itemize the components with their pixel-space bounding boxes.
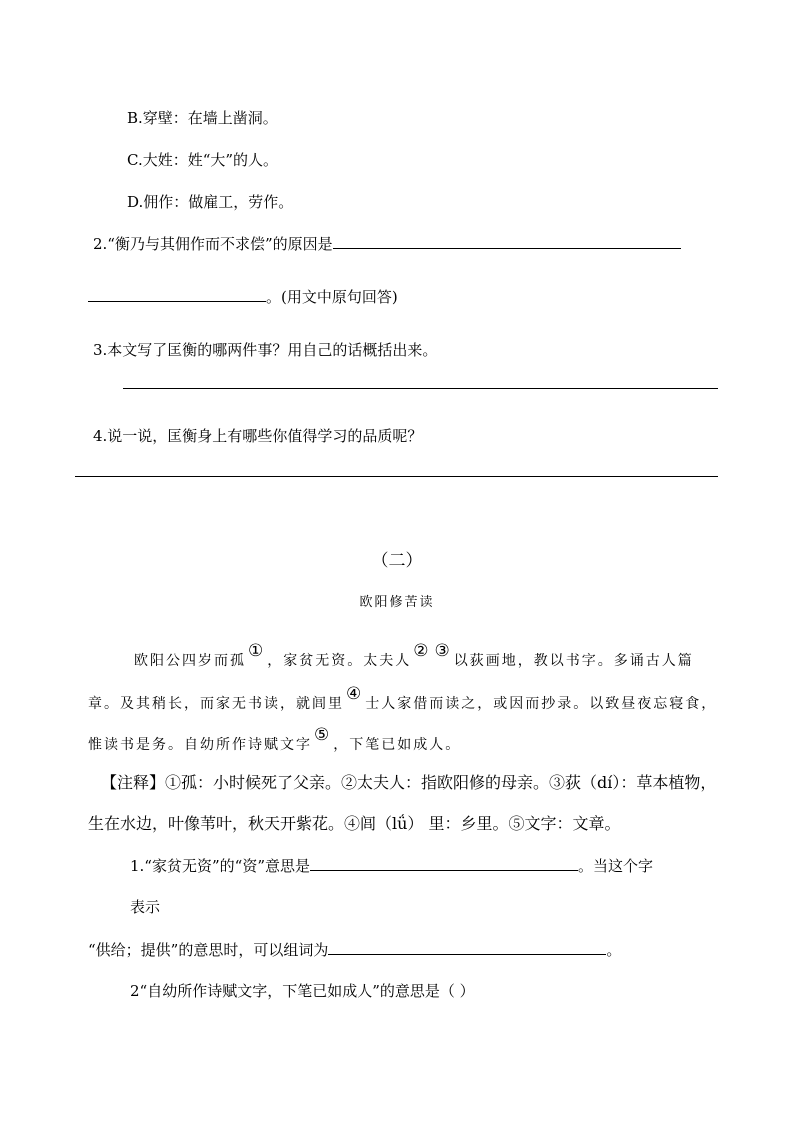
option-d: D.佣作：做雇工，劳作。 (127, 193, 294, 211)
passage-title: 欧阳修苦读 (359, 595, 435, 610)
question-1 (130, 856, 653, 876)
answer-blank[interactable] (328, 940, 606, 955)
question-1-text: “供给；提供”的意思时，可以组词为 (88, 941, 329, 959)
question-3: 3.本文写了匡衡的哪两件事？用自己的话概括出来。 (93, 341, 438, 359)
footnote-marker: ③ (434, 641, 452, 661)
option-c: C.大姓：姓“大”的人。 (127, 151, 279, 169)
footnote-marker: ④ (346, 684, 364, 704)
question-1-end: 。 (606, 941, 622, 959)
answer-blank[interactable] (333, 234, 681, 249)
option-b: B.穿壁：在墙上凿洞。 (127, 109, 278, 127)
passage-text: 欧阳公四岁而孤 (134, 653, 246, 669)
passage-text: 惟读书是务。自幼所作诗赋文字 (88, 737, 312, 753)
question-2-cont (88, 287, 398, 307)
question-2 (93, 234, 681, 254)
passage-line-3 (88, 725, 462, 755)
footnote-marker: ⑤ (314, 725, 332, 745)
answer-line[interactable] (75, 476, 718, 477)
question-2-passage: 2“自幼所作诗赋文字，下笔已如成人”的意思是（ ） (130, 982, 475, 1000)
passage-line-1 (134, 641, 694, 671)
annotation-line-2: 生在水边，叶像苇叶，秋天开紫花。④闾（lǘ） 里：乡里。⑤文字：文章。 (88, 814, 621, 833)
answer-line[interactable] (123, 388, 718, 389)
passage-text: 以荻 (453, 653, 486, 669)
answer-blank[interactable] (310, 856, 578, 871)
question-2-suffix: 。(用文中原句回答) (266, 288, 398, 306)
footnote-marker: ② (413, 641, 431, 661)
section-number: （二） (371, 551, 423, 571)
answer-blank[interactable] (88, 287, 266, 302)
passage-text: ，下笔已如成人。 (333, 737, 462, 753)
annotation-line-1: 【注释】①孤：小时候死了父亲。②太夫人：指欧阳修的母亲。③荻（dí）：草本植物， (101, 773, 717, 792)
passage-text: ，家贫无资。太夫人 (267, 653, 412, 669)
question-1-text-cont: 。当这个字 (578, 857, 654, 875)
passage-text: 画地，教以书字。多诵古人篇 (485, 653, 694, 669)
footnote-marker: ① (248, 641, 266, 661)
question-4: 4.说一说，匡衡身上有哪些你值得学习的品质呢？ (93, 427, 423, 445)
question-1-text: 1.“家贫无资”的“资”意思是 (130, 857, 310, 875)
question-2-text: 2.“衡乃与其佣作而不求偿”的原因是 (93, 235, 333, 253)
passage-line-2 (88, 684, 718, 714)
question-1-line-3 (88, 940, 621, 960)
passage-text: 章。及其稍长，而家无书读，就闾里 (88, 696, 344, 712)
question-1-line-2: 表示 (130, 898, 161, 916)
passage-text: 士人家借而读之，或因而抄录。以致昼夜忘寝食， (365, 696, 718, 712)
